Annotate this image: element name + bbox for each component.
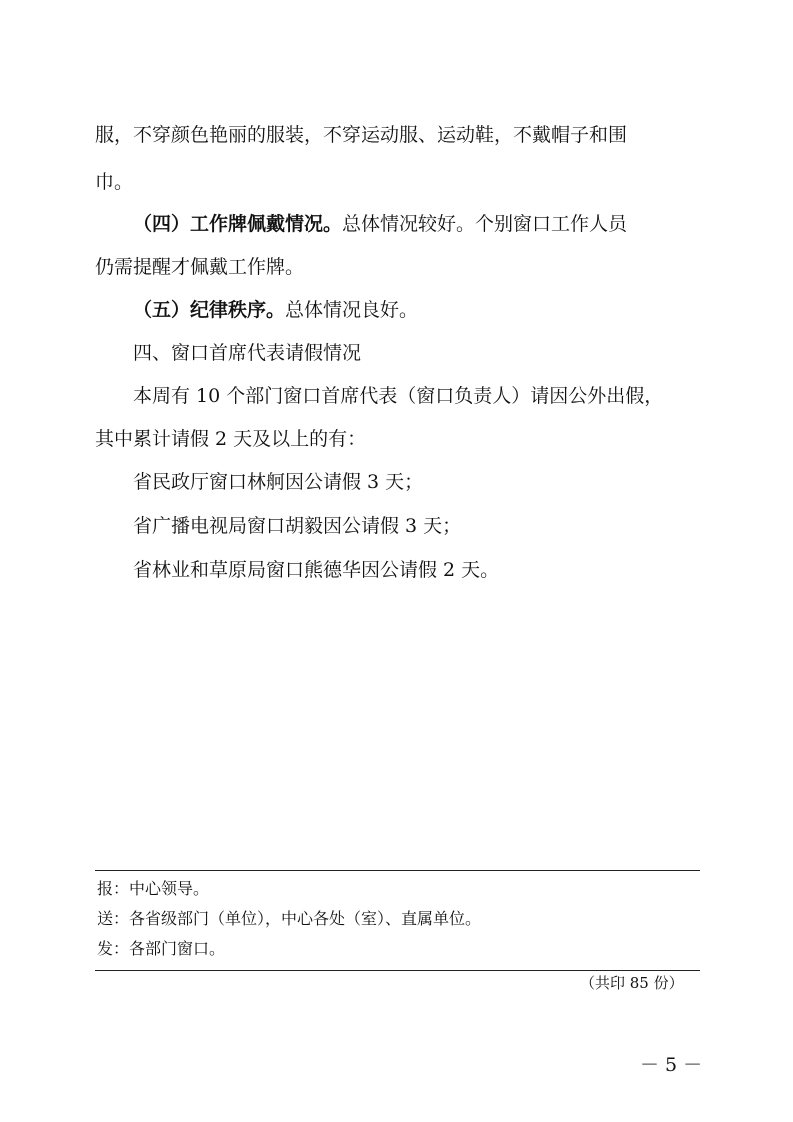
leave-item-2: 省广播电视局窗口胡毅因公请假 3 天； — [133, 515, 462, 537]
item-5-line — [133, 296, 418, 324]
leave-item-1: 省民政厅窗口林舸因公请假 3 天； — [133, 471, 424, 493]
item-5-text: 总体情况良好。 — [285, 299, 419, 321]
issue-to-line: 发：各部门窗口。 — [97, 939, 226, 958]
footer-top-rule — [95, 870, 700, 871]
section-4-heading: 四、窗口首席代表请假情况 — [133, 342, 362, 364]
paragraph-line-2: 其中累计请假 2 天及以上的有： — [95, 428, 367, 450]
paragraph-line-1: 本周有 10 个部门窗口首席代表（窗口负责人）请因公外出假， — [133, 385, 664, 407]
copies-count: （共印 85 份） — [580, 974, 684, 992]
send-to-line: 送：各省级部门（单位），中心各处（室）、直属单位。 — [97, 909, 482, 928]
report-to-line: 报：中心领导。 — [97, 879, 210, 898]
item-4-line-1 — [133, 210, 627, 238]
body-line-2: 巾。 — [95, 171, 134, 193]
leave-item-3: 省林业和草原局窗口熊德华因公请假 2 天。 — [133, 559, 500, 581]
body-line-1: 服，不穿颜色艳丽的服装，不穿运动服、运动鞋，不戴帽子和围 — [95, 124, 628, 146]
item-4-line-2: 仍需提醒才佩戴工作牌。 — [95, 256, 305, 278]
item-4-title: （四）工作牌佩戴情况。 — [133, 213, 343, 235]
page-number: － 5 － — [640, 1054, 703, 1076]
footer-bottom-rule — [95, 970, 700, 971]
item-4-text: 总体情况较好。个别窗口工作人员 — [342, 213, 628, 235]
item-5-title: （五）纪律秩序。 — [133, 299, 286, 321]
